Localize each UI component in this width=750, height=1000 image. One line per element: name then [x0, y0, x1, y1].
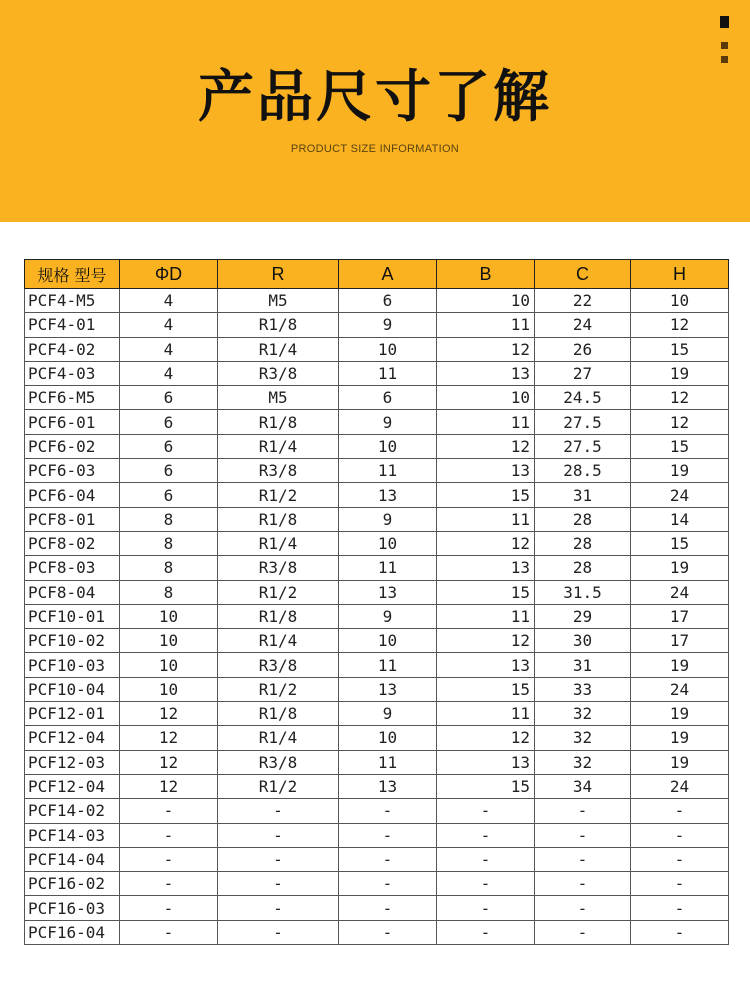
- cell-r: R1/8: [218, 507, 339, 531]
- cell-diameter: 4: [120, 337, 218, 361]
- cell-r: R1/2: [218, 580, 339, 604]
- cell-b: 11: [437, 313, 535, 337]
- table-row: [25, 750, 729, 774]
- table-row: [25, 556, 729, 580]
- cell-h: -: [631, 799, 729, 823]
- cell-h: 24: [631, 774, 729, 798]
- column-header-model: 规格 型号: [25, 260, 120, 289]
- cell-r: -: [218, 847, 339, 871]
- table-row: [25, 580, 729, 604]
- cell-diameter: 10: [120, 653, 218, 677]
- cell-a: -: [339, 920, 437, 944]
- cell-r: R1/8: [218, 313, 339, 337]
- table-row: [25, 483, 729, 507]
- cell-diameter: 4: [120, 313, 218, 337]
- cell-h: 17: [631, 629, 729, 653]
- cell-r: R1/4: [218, 434, 339, 458]
- table-row: [25, 361, 729, 385]
- cell-a: 13: [339, 483, 437, 507]
- column-header-c: C: [535, 260, 631, 289]
- cell-r: R1/4: [218, 337, 339, 361]
- cell-h: 19: [631, 459, 729, 483]
- cell-c: -: [535, 823, 631, 847]
- cell-a: 11: [339, 361, 437, 385]
- cell-b: 15: [437, 774, 535, 798]
- cell-b: 15: [437, 580, 535, 604]
- cell-b: -: [437, 847, 535, 871]
- cell-c: 33: [535, 677, 631, 701]
- table-row: [25, 896, 729, 920]
- cell-b: 13: [437, 459, 535, 483]
- table-row: [25, 313, 729, 337]
- cell-model: PCF16-03: [25, 896, 120, 920]
- cell-c: 27: [535, 361, 631, 385]
- cell-model: PCF6-03: [25, 459, 120, 483]
- table-row: [25, 677, 729, 701]
- cell-r: -: [218, 823, 339, 847]
- cell-c: -: [535, 896, 631, 920]
- cell-h: 15: [631, 337, 729, 361]
- cell-c: 26: [535, 337, 631, 361]
- cell-diameter: -: [120, 920, 218, 944]
- cell-diameter: 12: [120, 774, 218, 798]
- cell-h: 15: [631, 531, 729, 555]
- cell-diameter: 8: [120, 556, 218, 580]
- cell-h: -: [631, 920, 729, 944]
- cell-diameter: 8: [120, 531, 218, 555]
- cell-model: PCF12-03: [25, 750, 120, 774]
- cell-r: R1/8: [218, 410, 339, 434]
- cell-model: PCF6-04: [25, 483, 120, 507]
- cell-r: R3/8: [218, 459, 339, 483]
- cell-a: 11: [339, 459, 437, 483]
- cell-c: 28: [535, 507, 631, 531]
- cell-r: R1/8: [218, 604, 339, 628]
- table-row: [25, 386, 729, 410]
- cell-diameter: 6: [120, 434, 218, 458]
- cell-model: PCF10-04: [25, 677, 120, 701]
- cell-a: 10: [339, 531, 437, 555]
- cell-model: PCF4-02: [25, 337, 120, 361]
- cell-b: 13: [437, 361, 535, 385]
- cell-diameter: 12: [120, 750, 218, 774]
- cell-model: PCF4-03: [25, 361, 120, 385]
- cell-model: PCF8-02: [25, 531, 120, 555]
- cell-model: PCF4-M5: [25, 289, 120, 313]
- cell-c: 32: [535, 702, 631, 726]
- cell-model: PCF8-03: [25, 556, 120, 580]
- cell-diameter: 4: [120, 289, 218, 313]
- cell-b: 12: [437, 726, 535, 750]
- cell-model: PCF12-04: [25, 774, 120, 798]
- cell-model: PCF16-02: [25, 872, 120, 896]
- table-row: [25, 702, 729, 726]
- cell-h: 15: [631, 434, 729, 458]
- table-row: [25, 459, 729, 483]
- cell-h: 10: [631, 289, 729, 313]
- cell-r: M5: [218, 386, 339, 410]
- column-header-a: A: [339, 260, 437, 289]
- cell-a: 13: [339, 580, 437, 604]
- cell-diameter: 8: [120, 580, 218, 604]
- cell-r: R3/8: [218, 361, 339, 385]
- cell-c: 31: [535, 483, 631, 507]
- cell-r: R3/8: [218, 556, 339, 580]
- cell-diameter: -: [120, 896, 218, 920]
- cell-a: 9: [339, 507, 437, 531]
- cell-a: 10: [339, 629, 437, 653]
- cell-r: M5: [218, 289, 339, 313]
- table-row: [25, 604, 729, 628]
- cell-a: 6: [339, 289, 437, 313]
- cell-h: 19: [631, 556, 729, 580]
- cell-h: 19: [631, 750, 729, 774]
- cell-b: 11: [437, 702, 535, 726]
- table-row: [25, 337, 729, 361]
- cell-h: 12: [631, 386, 729, 410]
- table-row: [25, 434, 729, 458]
- cell-h: 14: [631, 507, 729, 531]
- table-row: [25, 872, 729, 896]
- cell-model: PCF14-02: [25, 799, 120, 823]
- cell-model: PCF8-04: [25, 580, 120, 604]
- cell-b: -: [437, 872, 535, 896]
- cell-b: 12: [437, 337, 535, 361]
- table-row: [25, 920, 729, 944]
- cell-model: PCF10-03: [25, 653, 120, 677]
- cell-a: 13: [339, 774, 437, 798]
- cell-b: -: [437, 896, 535, 920]
- cell-b: 10: [437, 386, 535, 410]
- cell-c: 32: [535, 750, 631, 774]
- cell-c: 24.5: [535, 386, 631, 410]
- cell-c: 27.5: [535, 410, 631, 434]
- table-row: [25, 629, 729, 653]
- table-row: [25, 799, 729, 823]
- cell-a: 9: [339, 702, 437, 726]
- page-subtitle: PRODUCT SIZE INFORMATION: [290, 143, 460, 155]
- cell-diameter: 10: [120, 604, 218, 628]
- cell-a: 9: [339, 604, 437, 628]
- cell-c: -: [535, 920, 631, 944]
- cell-diameter: 6: [120, 386, 218, 410]
- cell-h: -: [631, 896, 729, 920]
- page-title: 产品尺寸了解: [198, 65, 552, 130]
- cell-model: PCF4-01: [25, 313, 120, 337]
- size-spec-table: [24, 259, 729, 945]
- cell-c: 28.5: [535, 459, 631, 483]
- cell-model: PCF8-01: [25, 507, 120, 531]
- cell-diameter: 6: [120, 483, 218, 507]
- cell-h: -: [631, 872, 729, 896]
- cell-diameter: 6: [120, 410, 218, 434]
- cell-h: -: [631, 823, 729, 847]
- cell-c: 28: [535, 556, 631, 580]
- cell-r: R3/8: [218, 653, 339, 677]
- cell-diameter: 12: [120, 726, 218, 750]
- cell-r: -: [218, 920, 339, 944]
- cell-diameter: 4: [120, 361, 218, 385]
- cell-c: 32: [535, 726, 631, 750]
- cell-r: R1/2: [218, 677, 339, 701]
- cell-a: 9: [339, 410, 437, 434]
- cell-h: 24: [631, 483, 729, 507]
- cell-a: 10: [339, 434, 437, 458]
- cell-diameter: 10: [120, 629, 218, 653]
- cell-r: R1/2: [218, 774, 339, 798]
- cell-diameter: -: [120, 799, 218, 823]
- table-row: [25, 726, 729, 750]
- cell-c: 22: [535, 289, 631, 313]
- cell-model: PCF14-03: [25, 823, 120, 847]
- cell-h: 24: [631, 677, 729, 701]
- column-header-h: H: [631, 260, 729, 289]
- cell-a: -: [339, 847, 437, 871]
- cell-diameter: -: [120, 823, 218, 847]
- cell-model: PCF14-04: [25, 847, 120, 871]
- cell-h: 24: [631, 580, 729, 604]
- cell-c: -: [535, 847, 631, 871]
- column-header-b: B: [437, 260, 535, 289]
- table-row: [25, 289, 729, 313]
- header-banner: [0, 0, 750, 222]
- cell-a: 9: [339, 313, 437, 337]
- cell-model: PCF6-M5: [25, 386, 120, 410]
- cell-a: -: [339, 896, 437, 920]
- corner-marks-icon: [718, 16, 730, 64]
- cell-diameter: 8: [120, 507, 218, 531]
- cell-h: 19: [631, 361, 729, 385]
- cell-h: 19: [631, 653, 729, 677]
- table-row: [25, 847, 729, 871]
- table-row: [25, 774, 729, 798]
- cell-model: PCF16-04: [25, 920, 120, 944]
- cell-a: 13: [339, 677, 437, 701]
- cell-h: -: [631, 847, 729, 871]
- cell-c: 34: [535, 774, 631, 798]
- cell-diameter: -: [120, 847, 218, 871]
- column-header-diameter: ΦD: [120, 260, 218, 289]
- cell-diameter: 10: [120, 677, 218, 701]
- cell-b: 12: [437, 629, 535, 653]
- cell-r: R3/8: [218, 750, 339, 774]
- cell-model: PCF6-01: [25, 410, 120, 434]
- cell-r: -: [218, 872, 339, 896]
- cell-r: -: [218, 799, 339, 823]
- table-row: [25, 410, 729, 434]
- cell-c: 27.5: [535, 434, 631, 458]
- cell-a: 10: [339, 726, 437, 750]
- cell-c: 31: [535, 653, 631, 677]
- table-row: [25, 531, 729, 555]
- cell-r: R1/4: [218, 726, 339, 750]
- cell-h: 19: [631, 726, 729, 750]
- cell-a: -: [339, 823, 437, 847]
- cell-b: 12: [437, 434, 535, 458]
- cell-r: -: [218, 896, 339, 920]
- cell-a: 11: [339, 750, 437, 774]
- cell-b: 13: [437, 750, 535, 774]
- cell-b: 15: [437, 483, 535, 507]
- table-row: [25, 653, 729, 677]
- cell-a: -: [339, 799, 437, 823]
- cell-r: R1/4: [218, 629, 339, 653]
- cell-diameter: 6: [120, 459, 218, 483]
- cell-h: 12: [631, 410, 729, 434]
- table-row: [25, 507, 729, 531]
- cell-model: PCF12-01: [25, 702, 120, 726]
- cell-a: 11: [339, 653, 437, 677]
- cell-r: R1/8: [218, 702, 339, 726]
- cell-c: 29: [535, 604, 631, 628]
- cell-model: PCF6-02: [25, 434, 120, 458]
- cell-b: -: [437, 799, 535, 823]
- cell-b: 11: [437, 604, 535, 628]
- cell-h: 17: [631, 604, 729, 628]
- cell-b: 11: [437, 507, 535, 531]
- cell-b: 13: [437, 556, 535, 580]
- cell-a: 10: [339, 337, 437, 361]
- cell-c: 28: [535, 531, 631, 555]
- cell-b: 12: [437, 531, 535, 555]
- cell-b: 15: [437, 677, 535, 701]
- table-row: [25, 823, 729, 847]
- table-header-row: [25, 260, 729, 289]
- cell-diameter: 12: [120, 702, 218, 726]
- cell-model: PCF10-01: [25, 604, 120, 628]
- cell-model: PCF10-02: [25, 629, 120, 653]
- cell-h: 19: [631, 702, 729, 726]
- table-body: [25, 289, 729, 945]
- cell-c: 31.5: [535, 580, 631, 604]
- cell-r: R1/2: [218, 483, 339, 507]
- cell-c: 30: [535, 629, 631, 653]
- cell-model: PCF12-04: [25, 726, 120, 750]
- cell-b: -: [437, 920, 535, 944]
- cell-a: 6: [339, 386, 437, 410]
- cell-a: -: [339, 872, 437, 896]
- cell-b: 13: [437, 653, 535, 677]
- cell-diameter: -: [120, 872, 218, 896]
- cell-b: 10: [437, 289, 535, 313]
- cell-b: -: [437, 823, 535, 847]
- cell-a: 11: [339, 556, 437, 580]
- column-header-r: R: [218, 260, 339, 289]
- cell-h: 12: [631, 313, 729, 337]
- cell-c: 24: [535, 313, 631, 337]
- cell-b: 11: [437, 410, 535, 434]
- cell-c: -: [535, 872, 631, 896]
- cell-c: -: [535, 799, 631, 823]
- cell-r: R1/4: [218, 531, 339, 555]
